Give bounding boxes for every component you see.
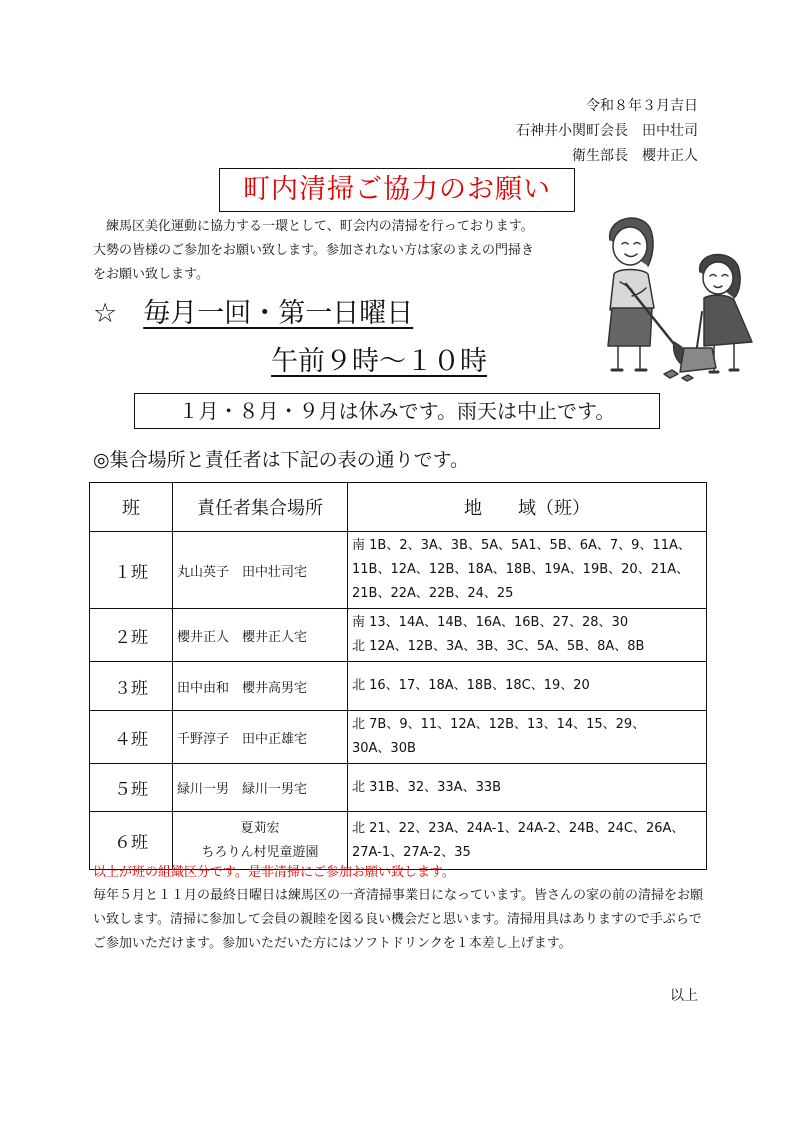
- sender-chairman: 石神井小関町会長 田中壮司: [516, 123, 698, 139]
- table-row: [90, 662, 707, 711]
- table-row: [90, 711, 707, 764]
- column-header-area: 地 域（班）: [348, 483, 707, 532]
- star-icon: ☆: [93, 298, 118, 329]
- table-row: [90, 812, 707, 870]
- sender-sanitation-head: 衛生部長 櫻井正人: [572, 148, 698, 164]
- area-line: 南 1B、2、3A、3B、5A、5A1、5B、6A、7、9、11A、: [352, 538, 691, 553]
- area-line: 21B、22A、22B、24、25: [352, 586, 514, 601]
- table-header-row: [90, 483, 707, 532]
- holiday-note: １月・８月・９月は休みです。雨天は中止です。: [134, 393, 660, 429]
- leader-cell: 田中由和 櫻井高男宅: [173, 662, 348, 711]
- group-cell: ２班: [90, 609, 173, 662]
- column-header-leader: 責任者集合場所: [173, 483, 348, 532]
- group-cell: ６班: [90, 812, 173, 870]
- area-line: 27A-1、27A-2、35: [352, 844, 471, 860]
- area-cell: [348, 609, 707, 662]
- intro-paragraph: [93, 215, 598, 287]
- notice-date: 令和８年３月吉日: [586, 98, 698, 114]
- group-cell: １班: [90, 532, 173, 609]
- table-row: [90, 532, 707, 609]
- roster-table: [89, 482, 707, 870]
- leader-name: 夏苅宏: [240, 820, 280, 836]
- group-cell: ３班: [90, 662, 173, 711]
- end-mark: 以上: [670, 988, 698, 1004]
- group-cell: ４班: [90, 711, 173, 764]
- sweeping-people-icon: [600, 208, 772, 386]
- leader-cell: 櫻井正人 櫻井正人宅: [173, 609, 348, 662]
- intro-line: をお願い致します。: [93, 267, 209, 282]
- leader-cell: [173, 812, 348, 870]
- table-row: [90, 609, 707, 662]
- area-line: 南 13、14A、14B、16A、16B、27、28、30: [352, 615, 629, 630]
- area-cell: [348, 764, 707, 812]
- red-note: 以上が班の組織区分です。是非清掃にご参加お願い致します。: [93, 865, 455, 880]
- column-header-group: 班: [90, 483, 173, 532]
- area-line: 北 12A、12B、3A、3B、3C、5A、5B、8A、8B: [352, 639, 645, 654]
- area-cell: [348, 662, 707, 711]
- area-line: 北 31B、32、33A、33B: [352, 779, 502, 795]
- leader-place: ちろりん村児童遊園: [201, 844, 319, 860]
- leader-cell: 千野淳子 田中正雄宅: [173, 711, 348, 764]
- area-line: 北 21、22、23A、24A-1、24A-2、24B、24C、26A、: [352, 820, 685, 836]
- area-cell: [348, 711, 707, 764]
- leader-cell: 丸山英子 田中壮司宅: [173, 532, 348, 609]
- area-cell: [348, 812, 707, 870]
- schedule-frequency: 毎月一回・第一日曜日: [143, 298, 414, 329]
- closing-paragraph: 毎年５月と１１月の最終日曜日は練馬区の一斉清掃事業日になっています。皆さんの家の前の清掃をお願い致します。清掃に参加して会員の親睦を図る良い機会だと思います。清掃用具はありますので手ぶらでご参加いただけます。参加いただいた方にはソフトドリンクを１本差し上げます。: [93, 888, 703, 951]
- area-line: 北 7B、9、11、12A、12B、13、14、15、29、: [352, 717, 646, 732]
- intro-line: 練馬区美化運動に協力する一環として、町会内の清掃を行っております。: [106, 219, 534, 234]
- intro-line: 大勢の皆様のご参加をお願い致します。参加されない方は家のまえの門掃き: [93, 243, 534, 258]
- schedule-frequency-heading: [93, 294, 413, 334]
- group-cell: ５班: [90, 764, 173, 812]
- leader-cell: 緑川一男 緑川一男宅: [173, 764, 348, 812]
- area-line: 11B、12A、12B、18A、18B、19A、19B、20、21A、: [352, 562, 690, 577]
- area-line: 北 16、17、18A、18B、18C、19、20: [352, 678, 590, 693]
- area-line: 30A、30B: [352, 741, 416, 756]
- area-cell: [348, 532, 707, 609]
- section-heading: ◎集合場所と責任者は下記の表の通りです。: [93, 449, 470, 471]
- page-title: 町内清掃ご協力のお願い: [219, 168, 575, 212]
- table-row: [90, 764, 707, 812]
- cleaning-illustration: [600, 208, 772, 386]
- schedule-time: 午前９時～１０時: [271, 346, 487, 377]
